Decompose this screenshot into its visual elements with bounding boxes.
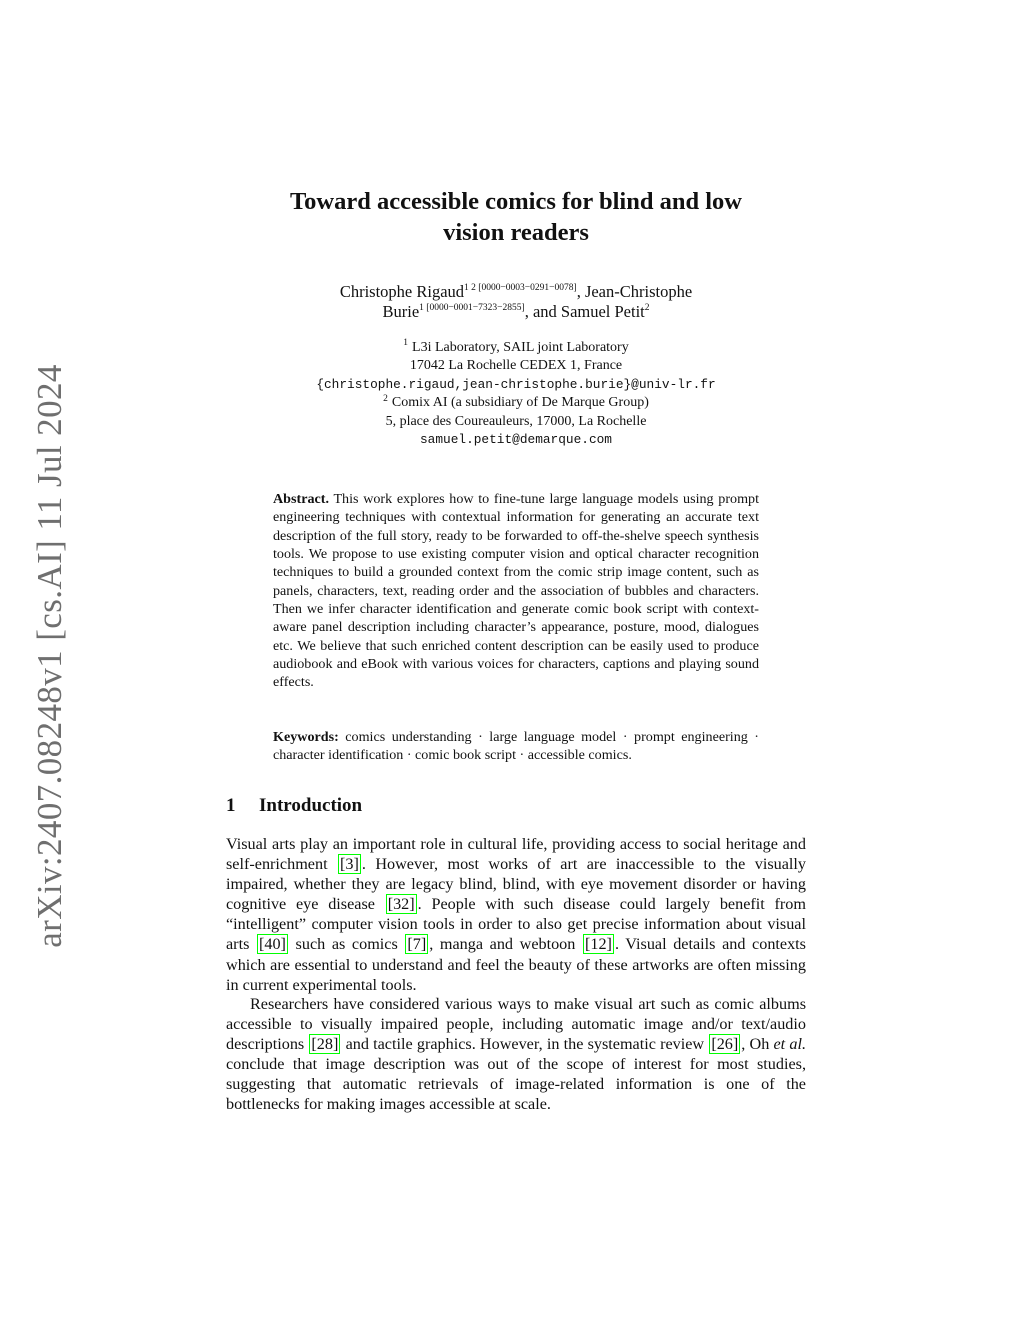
intro-p1-text-5: , manga and webtoon: [429, 935, 582, 954]
keywords-text: comics understanding · large language model · prompt engineering · character identification · comic book script · accessible comics.: [273, 729, 759, 764]
keywords-label: Keywords:: [273, 729, 339, 745]
intro-p2-text-2: and tactile graphics. However, in the systematic review: [341, 1035, 709, 1054]
affiliation-1-email: {christophe.rigaud,jean-christophe.burie}@univ-lr.fr: [316, 376, 716, 392]
author-rigaud-affiliation-orcid: 1 2 [0000−0003−0291−0078]: [464, 282, 577, 293]
intro-paragraph-2: [226, 994, 806, 1115]
intro-p2-text-1: Researchers have considered various ways to make visual art such as comic albums accessible to visually impaired people, including automatic image and/or text/audio descriptions: [226, 995, 806, 1054]
author-list: [226, 282, 806, 322]
intro-p1-text-1: Visual arts play an important role in cultural life, providing access to social heritage and self-enrichment: [226, 835, 806, 874]
affiliation-1-name: L3i Laboratory, SAIL joint Laboratory: [412, 340, 629, 355]
intro-p1-text-2: . However, most works of art are inaccessible to the visually impaired, whether they are legacy blind, blind, with eye movement disorder or having cognitive eye disease: [226, 855, 807, 914]
arxiv-identifier-text: arXiv:2407.08248v1 [cs.AI] 11 Jul 2024: [30, 364, 69, 948]
section-number: 1: [226, 795, 236, 816]
arxiv-side-identifier: [30, 364, 70, 948]
abstract-text: This work explores how to fine-tune large language models using prompt engineering techniques with contextual information for generating an accurate text description of the full story, ready to be forwarded to off-the-shelve speech synthesis tools. We propose to use existing computer vision and optical character recognition techniques to build a grounded context from the comic strip image content, such as panels, characters, text, reading order and the association of bubbles and characters. Then we infer character identification and generate comic book script with context-aware panel description including character’s appearance, posture, mood, dialogues etc. We believe that such enriched content description can be easily used to produce audiobook and eBook with various voices for characters, captions and playing sound effects.: [273, 491, 759, 691]
affiliation-1-marker: 1: [403, 338, 409, 349]
citation-3[interactable]: [3]: [340, 855, 359, 874]
citation-40[interactable]: [40]: [258, 935, 286, 954]
citation-26[interactable]: [26]: [711, 1035, 739, 1054]
intro-paragraph-1: [226, 834, 806, 995]
paper-title-line-1: Toward accessible comics for blind and low: [290, 188, 742, 215]
citation-7[interactable]: [7]: [407, 935, 427, 954]
intro-p1-text-3: . People with such disease could largely benefit from “intelligent” computer vision tools in order to also get precise information about visual arts: [226, 895, 806, 954]
citation-12[interactable]: [12]: [584, 935, 612, 954]
author-name-petit: , and Samuel Petit: [524, 302, 645, 321]
intro-p2-text-4: conclude that image description was out of the scope of interest for most studies, suggesting that automatic retrievals of image-related information is one of the bottlenecks for making images accessible at scale.: [226, 1055, 806, 1114]
author-petit-affiliation: 2: [644, 302, 650, 313]
affiliation-2-name: Comix AI (a subsidiary of De Marque Group): [391, 395, 649, 411]
paper-page: [226, 0, 806, 1325]
intro-p1-text-4: such as comics: [288, 935, 405, 954]
abstract: [273, 490, 759, 692]
affiliations: [226, 339, 806, 449]
intro-p1-text-6: . Visual details and contexts which are essential to understand and feel the beauty of these artworks are often missing in current experimental tools.: [226, 935, 806, 994]
affiliation-2-marker: 2: [383, 393, 388, 404]
section-heading-introduction: [226, 794, 362, 818]
intro-p2-text-3: , Oh: [741, 1035, 774, 1054]
citation-32[interactable]: [32]: [387, 895, 415, 914]
author-line-2: [226, 302, 806, 322]
affiliation-2-address: 5, place des Coureauleurs, 17000, La Rochelle: [385, 413, 647, 429]
intro-p2-et-al: et al.: [773, 1035, 806, 1054]
affiliation-1-line-1: [226, 339, 806, 357]
paper-title: [226, 186, 806, 248]
author-line-1: [226, 282, 806, 302]
section-title: Introduction: [259, 795, 363, 816]
author-separator-1: , Jean-Christophe: [576, 282, 693, 301]
abstract-label: Abstract.: [273, 491, 329, 507]
author-name-burie: Burie: [382, 302, 420, 321]
affiliation-1-address: 17042 La Rochelle CEDEX 1, France: [409, 358, 623, 374]
citation-28[interactable]: [28]: [311, 1035, 339, 1054]
keywords: [273, 728, 759, 765]
author-name-rigaud: Christophe Rigaud: [339, 282, 465, 301]
author-burie-affiliation-orcid: 1 [0000−0001−7323−2855]: [419, 302, 525, 313]
affiliation-2-line-1: [226, 394, 806, 412]
paper-title-line-2: vision readers: [443, 219, 589, 246]
affiliation-2-email: samuel.petit@demarque.com: [420, 432, 612, 448]
